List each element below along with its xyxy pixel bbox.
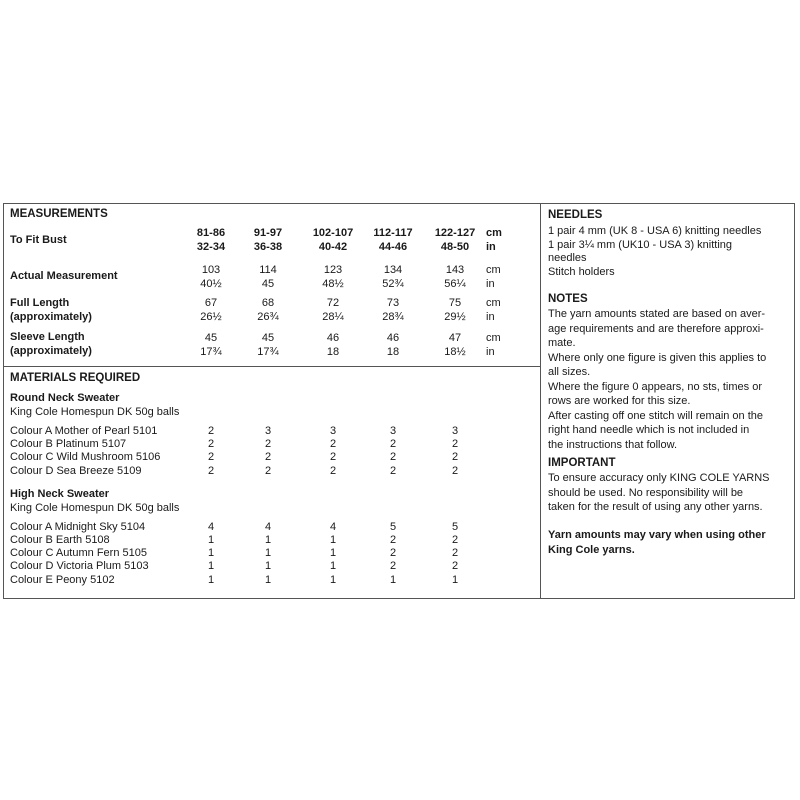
colour-label: Colour D Sea Breeze 5109 [10,464,142,477]
colour-label: Colour C Wild Mushroom 5106 [10,451,161,464]
measurement-value: 56¼ [444,278,466,290]
section-title: Round Neck Sweater [10,392,120,404]
ball-count: 2 [451,451,459,464]
text-line: 1 pair 4 mm (UK 8 - USA 6) knitting needles [548,225,762,237]
ball-count: 2 [329,451,337,464]
needles-title: NEEDLES [548,209,603,221]
measurement-value: 28¼ [322,311,344,323]
ball-count: 2 [329,464,337,477]
section-divider [3,366,541,367]
text-line: rows are worked for this size. [548,395,691,407]
text-line: mate. [548,337,576,349]
measurement-value: 17¾ [257,346,279,358]
ball-count: 2 [389,560,397,573]
measurement-value: 45 [261,278,275,290]
measurement-value: 52¾ [382,278,404,290]
measurement-value: 72 [326,297,340,309]
full-length-approx-label: (approximately) [10,311,92,323]
ball-count: 1 [329,573,337,586]
measurement-value: 114 [259,264,277,276]
ball-count: 1 [329,534,337,546]
measurement-value: 29½ [444,311,466,323]
measurement-value: 112-117 [373,227,413,239]
ball-count: 2 [264,464,272,477]
yarn-description: King Cole Homespun DK 50g balls [10,406,180,418]
ball-count: 1 [329,560,337,573]
ball-count: 2 [389,451,397,464]
measurement-value: 103 [201,264,221,276]
measurement-value: 18½ [444,346,466,358]
text-line: Stitch holders [548,265,615,278]
ball-count: 2 [451,560,459,573]
ball-count: 2 [389,534,397,546]
measurement-value: 48-50 [440,241,470,253]
ball-count: 1 [264,534,272,546]
ball-count: 2 [389,464,397,477]
measurement-value: 18 [326,346,340,358]
unit-label: in [486,311,495,323]
ball-count: 2 [451,464,459,477]
ball-count: 1 [264,547,272,560]
measurement-value: 32-34 [196,241,226,253]
full-length-label: Full Length [10,297,70,309]
text-line: all sizes. [548,366,591,378]
measurement-value: 26½ [200,311,222,323]
measurement-value: 123 [323,264,343,276]
text-line: right hand needle which is not included in [548,424,750,436]
colour-label: Colour B Earth 5108 [10,534,110,546]
measurement-value: 18 [386,346,400,358]
bust-label: To Fit Bust [10,234,67,246]
measurement-value: 26¾ [257,311,279,323]
measurement-value: 73 [386,297,400,309]
ball-count: 2 [264,451,272,464]
text-line: the instructions that follow. [548,438,678,451]
measurement-value: 47 [448,332,462,344]
colour-label: Colour E Peony 5102 [10,573,115,586]
unit-label: cm [486,264,501,276]
ball-count: 1 [264,573,272,586]
colour-label: Colour B Platinum 5107 [10,438,127,451]
ball-count: 1 [389,573,397,586]
measurement-value: 46 [326,332,340,344]
text-line: should be used. No responsibility will be [548,486,744,499]
ball-count: 1 [207,547,215,560]
measurement-value: 122-127 [434,227,476,239]
footer-line: King Cole yarns. [548,543,635,556]
ball-count: 3 [389,425,397,437]
ball-count: 1 [264,560,272,573]
ball-count: 2 [207,464,215,477]
unit-label: in [486,346,495,358]
measurement-value: 81-86 [196,227,226,239]
ball-count: 1 [207,560,215,573]
text-line: Where only one figure is given this applies to [548,351,767,364]
measurement-value: 91-97 [253,227,283,239]
text-line: Where the figure 0 appears, no sts, times or [548,380,762,393]
unit-label: cm [486,297,501,309]
ball-count: 2 [389,438,397,451]
measurement-value: 48½ [322,278,344,290]
measurement-value: 143 [445,264,465,276]
ball-count: 3 [451,425,459,437]
text-line: After casting off one stitch will remain on the [548,409,764,422]
ball-count: 2 [207,451,215,464]
measurement-value: 67 [204,297,218,309]
unit-label: in [486,278,495,290]
colour-label: Colour D Victoria Plum 5103 [10,560,149,573]
text-line: 1 pair 3¼ mm (UK10 - USA 3) knitting [548,238,733,251]
ball-count: 2 [207,438,215,451]
footer-line: Yarn amounts may vary when using other [548,529,766,541]
ball-count: 1 [207,534,215,546]
ball-count: 2 [451,438,459,451]
measurement-value: 17¾ [200,346,222,358]
measurement-value: 40-42 [318,241,348,253]
ball-count: 2 [451,534,459,546]
ball-count: 4 [207,520,215,533]
sleeve-length-approx-label: (approximately) [10,345,92,357]
colour-label: Colour C Autumn Fern 5105 [10,547,147,560]
sleeve-length-label: Sleeve Length [10,331,85,343]
ball-count: 1 [207,573,215,586]
ball-count: 2 [207,425,215,437]
measurement-value: 40½ [200,278,222,290]
important-title: IMPORTANT [548,457,616,469]
unit-label: cm [486,227,502,239]
measurement-value: 46 [386,332,400,344]
measurement-value: 45 [261,332,275,344]
measurement-value: 44-46 [378,241,408,253]
measurement-value: 28¾ [382,311,404,323]
section-title: High Neck Sweater [10,487,110,500]
text-line: taken for the result of using any other yarns. [548,501,763,513]
unit-label: in [486,241,496,253]
ball-count: 4 [264,520,272,533]
measurement-value: 134 [383,264,403,276]
measurement-value: 68 [261,297,275,309]
unit-label: cm [486,332,501,344]
ball-count: 3 [329,425,337,437]
ball-count: 4 [329,520,337,533]
measurement-value: 45 [204,332,218,344]
notes-title: NOTES [548,293,588,305]
actual-measurement-label: Actual Measurement [10,270,118,282]
text-line: To ensure accuracy only KING COLE YARNS [548,472,770,484]
measurements-title: MEASUREMENTS [10,208,108,220]
ball-count: 5 [389,520,397,533]
yarn-description: King Cole Homespun DK 50g balls [10,501,180,514]
ball-count: 1 [451,573,459,586]
ball-count: 5 [451,520,459,533]
ball-count: 1 [329,547,337,560]
column-divider [540,203,541,599]
colour-label: Colour A Midnight Sky 5104 [10,520,146,533]
text-line: age requirements and are therefore approxi- [548,322,764,335]
measurement-value: 36-38 [253,241,283,253]
text-line: The yarn amounts stated are based on aver- [548,308,766,320]
ball-count: 2 [329,438,337,451]
text-line: needles [548,252,587,264]
materials-title: MATERIALS REQUIRED [10,372,141,384]
ball-count: 2 [451,547,459,560]
colour-label: Colour A Mother of Pearl 5101 [10,425,158,437]
ball-count: 2 [264,438,272,451]
measurement-value: 75 [448,297,462,309]
ball-count: 3 [264,425,272,437]
measurement-value: 102-107 [312,227,354,239]
ball-count: 2 [389,547,397,560]
